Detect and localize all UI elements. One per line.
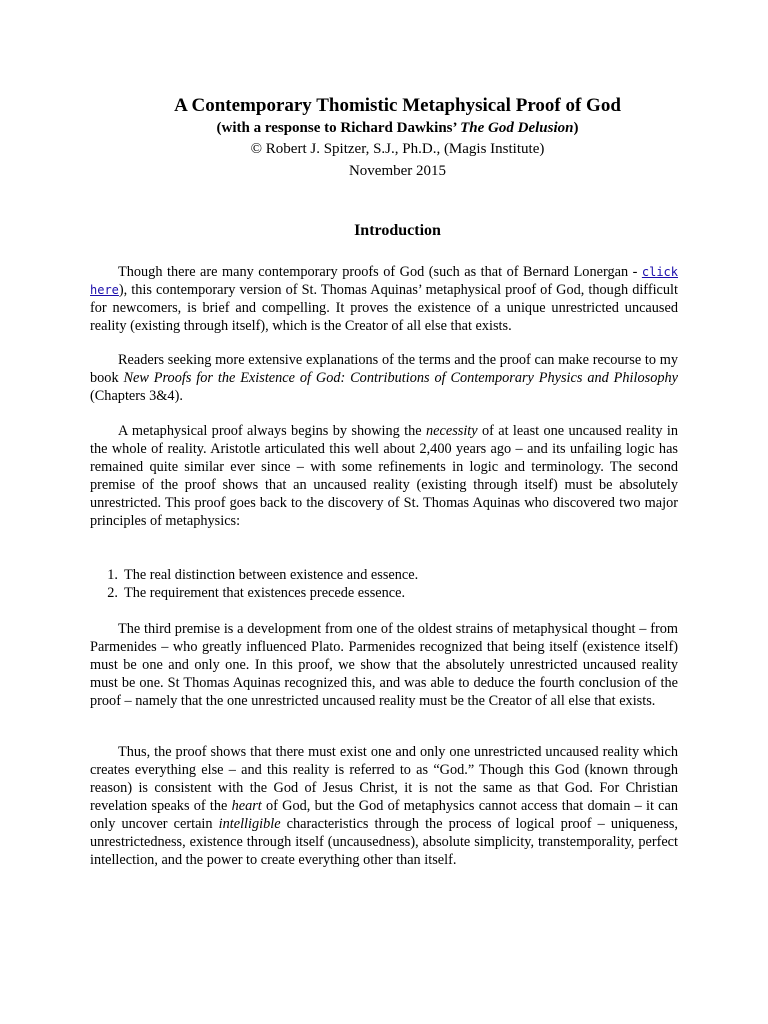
author-line: © Robert J. Spitzer, S.J., Ph.D., (Magis Institute) (250, 141, 545, 157)
subtitle-suffix: ) (573, 120, 579, 136)
p5-text-2: of God, but the God of metaphysics cannot access that domain – it can only uncover certain (90, 798, 678, 832)
p3-text-after: of at least one uncaused reality in the whole of reality. Aristotle articulated this well about 2,400 years ago – and its unfailing logic has remained quite similar ever since – with some refinements in logic and terminology. The second premise of the proof shows that an uncaused reality (existing through itself) must be absolutely unrestricted. This proof goes back to the discovery of St. Thomas Aquinas who discovered two major principles of metaphysics: (90, 423, 678, 529)
paragraph-4: The third premise is a development from one of the oldest strains of metaphysical thought – from Parmenides – who greatly influenced Plato. Parmenides recognized that being itself (existence itself) must be one and only one. In this proof, we show that the absolutely unrestricted uncaused reality must be one. St Thomas Aquinas recognized this, and was able to deduce the fourth conclusion of the proof – namely that the one unrestricted uncaused reality must be the Creator of all else that exists. (90, 621, 678, 709)
p3-text-before: A metaphysical proof always begins by showing the (118, 423, 427, 439)
p2-text-after: (Chapters 3&4). (90, 388, 183, 404)
list-item (90, 584, 678, 602)
list-item-number: 2. (107, 585, 118, 601)
document-title: A Contemporary Thomistic Metaphysical Proof of God (174, 95, 621, 116)
list-item-number: 1. (107, 567, 118, 583)
p2-text-before: Readers seeking more extensive explanations of the terms and the proof can make recourse to my book (90, 352, 678, 386)
p5-emphasis-heart: heart (231, 798, 262, 814)
paragraph-1 (90, 263, 678, 335)
p1-text-after: ), this contemporary version of St. Thomas Aquinas’ metaphysical proof of God, though difficult for newcomers, is brief and compelling. It proves the existence of a unique unrestricted uncaused reality (existing through itself), which is the Creator of all else that exists. (90, 282, 678, 334)
p3-emphasis: necessity (426, 423, 478, 439)
paragraph-3 (90, 422, 678, 530)
section-heading: Introduction (354, 222, 441, 239)
paragraph-2 (90, 351, 678, 405)
p1-text-before: Though there are many contemporary proofs of God (such as that of Bernard Lonergan - (118, 264, 642, 280)
p2-book-title: New Proofs for the Existence of God: Contributions of Contemporary Physics and Philosophy (123, 370, 678, 386)
subtitle-prefix: (with a response to Richard Dawkins’ (216, 120, 461, 136)
document-subtitle (0, 119, 768, 137)
paragraph-5 (90, 743, 678, 869)
click-here-link[interactable]: click here (90, 265, 678, 297)
p5-text-3: characteristics through the process of logical proof – uniqueness, unrestrictedness, existence through itself (uncausedness), absolute simplicity, transtemporality, perfect intellection, and the power to create everything other than itself. (90, 816, 678, 868)
subtitle-book-title: The God Delusion (460, 120, 574, 136)
principles-list (90, 566, 678, 602)
p5-emphasis-intelligible: intelligible (218, 816, 281, 832)
list-item-text: The requirement that existences precede essence. (124, 585, 406, 601)
list-item-text: The real distinction between existence and essence. (124, 567, 419, 583)
p5-text-1: Thus, the proof shows that there must exist one and only one unrestricted uncaused reality which creates everything else – and this reality is referred to as “God.” Though this God (known through reason) is consistent with the God of Jesus Christ, it is not the same as that God. For Christian revelation speaks of the (90, 744, 678, 814)
list-item (90, 566, 678, 584)
date-line: November 2015 (348, 163, 447, 179)
